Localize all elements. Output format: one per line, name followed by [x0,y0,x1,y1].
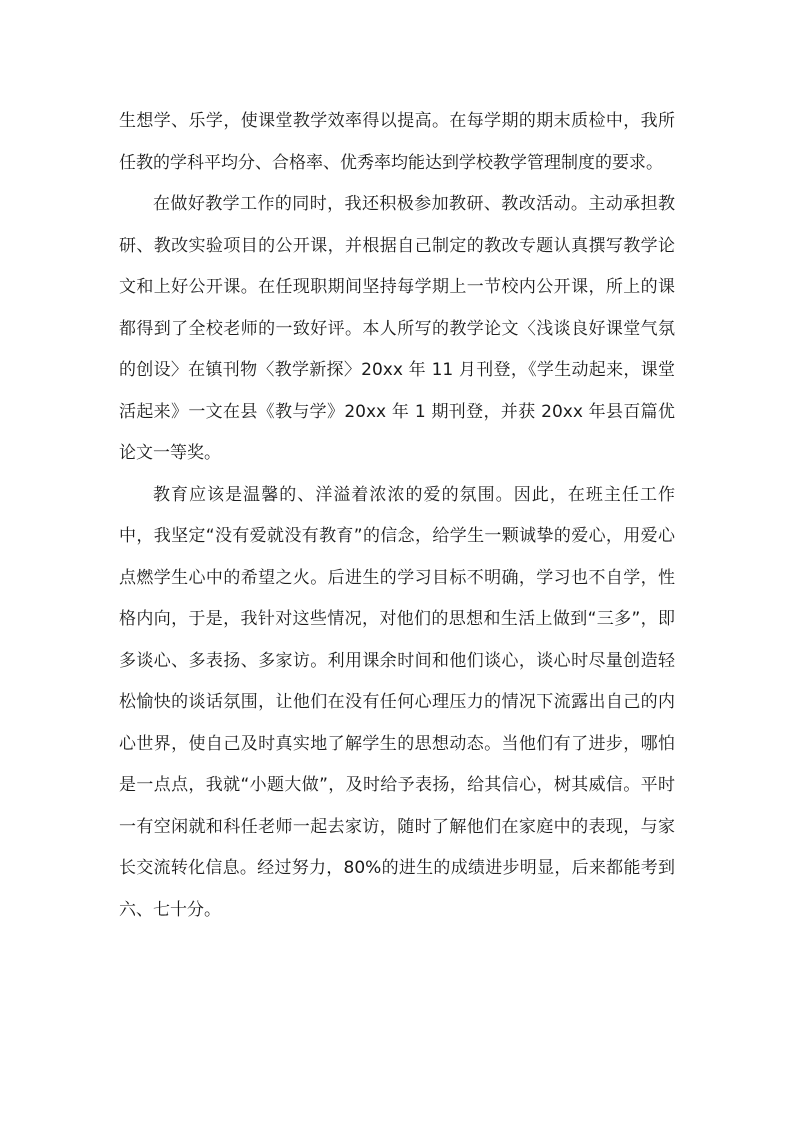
paragraph-teaching-research: 在做好教学工作的同时，我还积极参加教研、教改活动。主动承担教研、教改实验项目的公开课，并根据自己制定的教改专题认真撰写教学论文和上好公开课。在任现职期间坚持每学期上一节校内公开课，所上的课都得到了全校老师的一致好评。本人所写的教学论文〈浅谈良好课堂气氛的创设〉在镇刊物〈教学新探〉20xx 年 11 月刊登，《学生动起来，课堂活起来》一文在县《教与学》20xx 年 1 期刊登，并获 20xx 年县百篇优论文一等奖。 [119,194,675,463]
paragraph-continuation: 生想学、乐学，使课堂教学效率得以提高。在每学期的期末质检中，我所任教的学科平均分、合格率、优秀率均能达到学校教学管理制度的要求。 [119,111,675,173]
paragraph-class-teacher: 教育应该是温馨的、洋溢着浓浓的爱的氛围。因此，在班主任工作中，我坚定“没有爱就没有教育”的信念，给学生一颗诚挚的爱心，用爱心点燃学生心中的希望之火。后进生的学习目标不明确，学习也不自学，性格内向，于是，我针对这些情况，对他们的思想和生活上做到“三多”，即多谈心、多表扬、多家访。利用课余时间和他们谈心，谈心时尽量创造轻松愉快的谈话氛围，让他们在没有任何心理压力的情况下流露出自己的内心世界，使自己及时真实地了解学生的思想动态。当他们有了进步，哪怕是一点点，我就“小题大做”，及时给予表扬，给其信心，树其威信。平时一有空闲就和科任老师一起去家访，随时了解他们在家庭中的表现，与家长交流转化信息。经过努力，80%的进生的成绩进步明显，后来都能考到六、七十分。 [119,484,675,920]
document-body [119,101,675,931]
